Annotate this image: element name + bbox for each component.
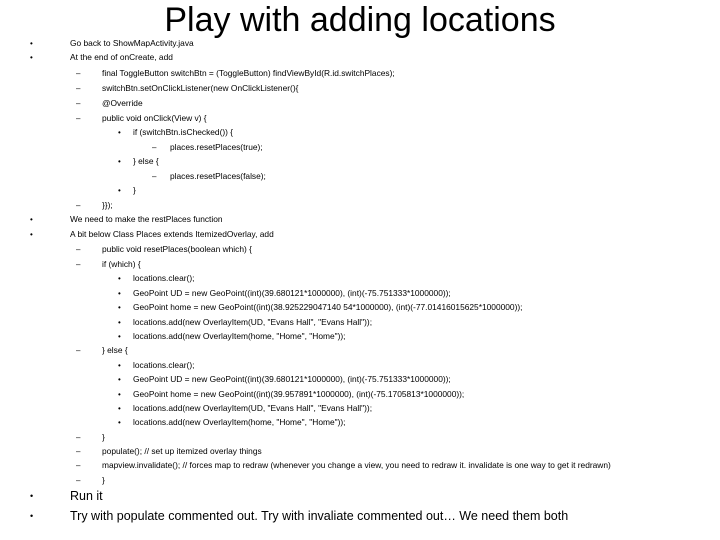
- line-text: locations.clear();: [133, 360, 195, 370]
- slide-line: [0, 52, 720, 63]
- slide-title: Play with adding locations: [164, 1, 556, 39]
- line-text: final ToggleButton switchBtn = (ToggleButton) findViewById(R.id.switchPlaces);: [102, 68, 395, 78]
- slide-line: [0, 38, 720, 49]
- bullet-marker: –: [76, 114, 81, 123]
- slide-line: [0, 360, 720, 371]
- bullet-marker: •: [118, 361, 121, 370]
- bullet-marker: •: [118, 289, 121, 298]
- line-text: places.resetPlaces(true);: [170, 142, 263, 152]
- slide-line: [0, 317, 720, 328]
- bullet-marker: –: [152, 172, 157, 181]
- slide-line: [0, 156, 720, 167]
- line-text: }: [133, 185, 136, 195]
- line-text: We need to make the restPlaces function: [70, 214, 223, 224]
- bullet-marker: •: [30, 511, 34, 521]
- bullet-marker: –: [76, 476, 81, 485]
- slide-line: [0, 403, 720, 414]
- bullet-marker: –: [76, 260, 81, 269]
- slide-line: [0, 389, 720, 400]
- slide-line: [0, 83, 720, 94]
- slide-line: [0, 127, 720, 138]
- bullet-marker: •: [30, 39, 33, 48]
- line-text: GeoPoint UD = new GeoPoint((int)(39.680121*1000000), (int)(-75.751333*1000000));: [133, 374, 451, 384]
- line-text: GeoPoint home = new GeoPoint((int)(39.957891*1000000), (int)(-75.1705813*1000000));: [133, 389, 465, 399]
- slide-line: [0, 171, 720, 182]
- line-text: Try with populate commented out. Try with invaliate commented out… We need them both: [70, 509, 569, 523]
- bullet-marker: •: [118, 318, 121, 327]
- bullet-marker: –: [76, 447, 81, 456]
- bullet-marker: •: [30, 230, 33, 239]
- line-text: public void resetPlaces(boolean which) {: [102, 244, 252, 254]
- slide-line: [0, 508, 720, 524]
- bullet-marker: –: [76, 461, 81, 470]
- slide-line: [0, 288, 720, 299]
- line-text: locations.clear();: [133, 273, 195, 283]
- line-text: }: [102, 475, 105, 485]
- line-text: if (switchBtn.isChecked()) {: [133, 127, 234, 137]
- bullet-marker: •: [118, 274, 121, 283]
- line-text: At the end of onCreate, add: [70, 52, 173, 62]
- line-text: A bit below Class Places extends ItemizedOverlay, add: [70, 229, 274, 239]
- bullet-marker: •: [118, 332, 121, 341]
- bullet-marker: •: [30, 53, 33, 62]
- bullet-marker: •: [30, 215, 33, 224]
- slide-line: [0, 142, 720, 153]
- slide-line: [0, 113, 720, 124]
- line-text: }});: [102, 200, 113, 210]
- slide-line: [0, 345, 720, 356]
- line-text: }: [102, 432, 105, 442]
- line-text: @Override: [102, 98, 143, 108]
- slide-line: [0, 273, 720, 284]
- bullet-marker: –: [76, 69, 81, 78]
- bullet-marker: •: [118, 390, 121, 399]
- slide-line: [0, 446, 720, 457]
- line-text: switchBtn.setOnClickListener(new OnClickListener(){: [102, 83, 299, 93]
- line-text: locations.add(new OverlayItem(UD, "Evans Hall", "Evans Hall"));: [133, 403, 373, 413]
- bullet-marker: •: [30, 491, 34, 501]
- line-text: mapview.invalidate(); // forces map to redraw (whenever you change a view, you need to redraw it. invalidate is one way to get it redrawn): [102, 460, 611, 470]
- bullet-marker: •: [118, 128, 121, 137]
- bullet-marker: •: [118, 418, 121, 427]
- bullet-marker: –: [76, 99, 81, 108]
- slide-line: [0, 244, 720, 255]
- line-text: GeoPoint UD = new GeoPoint((int)(39.680121*1000000), (int)(-75.751333*1000000));: [133, 288, 451, 298]
- slide-line: [0, 185, 720, 196]
- line-text: populate(); // set up itemized overlay things: [102, 446, 262, 456]
- slide-line: [0, 200, 720, 211]
- slide-line: [0, 488, 720, 504]
- bullet-marker: –: [76, 84, 81, 93]
- slide-line: [0, 302, 720, 313]
- line-text: locations.add(new OverlayItem(UD, "Evans Hall", "Evans Hall"));: [133, 317, 373, 327]
- bullet-marker: –: [152, 143, 157, 152]
- line-text: places.resetPlaces(false);: [170, 171, 266, 181]
- line-text: Go back to ShowMapActivity.java: [70, 38, 194, 48]
- line-text: Run it: [70, 489, 103, 503]
- line-text: GeoPoint home = new GeoPoint((int)(38.925229047140 54*1000000), (int)(-77.01416015625*1000000));: [133, 302, 523, 312]
- slide-line: [0, 417, 720, 428]
- bullet-marker: –: [76, 201, 81, 210]
- slide-line: [0, 331, 720, 342]
- bullet-marker: •: [118, 186, 121, 195]
- bullet-marker: •: [118, 375, 121, 384]
- slide-line: [0, 460, 720, 471]
- bullet-marker: –: [76, 346, 81, 355]
- line-text: } else {: [133, 156, 159, 166]
- bullet-marker: •: [118, 404, 121, 413]
- slide-line: [0, 68, 720, 79]
- line-text: locations.add(new OverlayItem(home, "Home", "Home"));: [133, 417, 346, 427]
- bullet-marker: –: [76, 245, 81, 254]
- bullet-marker: •: [118, 303, 121, 312]
- line-text: if (which) {: [102, 259, 141, 269]
- slide-line: [0, 98, 720, 109]
- slide-line: [0, 374, 720, 385]
- bullet-marker: •: [118, 157, 121, 166]
- slide-line: [0, 229, 720, 240]
- line-text: } else {: [102, 345, 128, 355]
- line-text: public void onClick(View v) {: [102, 113, 207, 123]
- slide-line: [0, 475, 720, 486]
- slide-line: [0, 214, 720, 225]
- slide-line: [0, 259, 720, 270]
- line-text: locations.add(new OverlayItem(home, "Home", "Home"));: [133, 331, 346, 341]
- bullet-marker: –: [76, 433, 81, 442]
- slide-line: [0, 432, 720, 443]
